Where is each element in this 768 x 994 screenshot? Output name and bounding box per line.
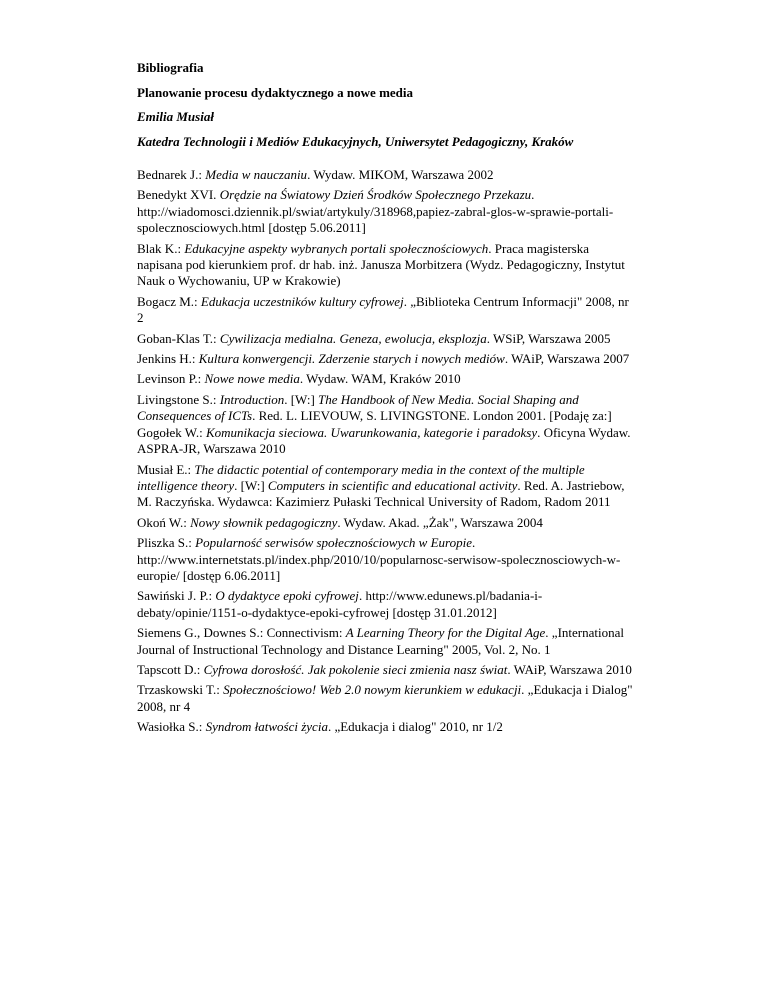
reference-item: Tapscott D.: Cyfrowa dorosłość. Jak pokolenie sieci zmienia nasz świat. WAiP, Warszawa 2010 [137,661,632,677]
reference-item: Benedykt XVI. Orędzie na Światowy Dzień Środków Społecznego Przekazu. http://wiadomosci.dziennik.pl/swiat/artykuly/318968,papiez-zabral-glos-w-sprawie-portali-spolecznosciowych.html [dostęp 5.06.2011] [137,187,614,236]
reference-list [137,167,637,740]
reference-item: Wasiołka S.: Syndrom łatwości życia. „Edukacja i dialog" 2010, nr 1/2 [137,719,503,735]
reference-item: Blak K.: Edukacyjne aspekty wybranych portali społecznościowych. Praca magisterska napisana pod kierunkiem prof. dr hab. inż. Janusza Morbitzera (Wydz. Pedagogiczny, Instytut Nauk o Wychowaniu, UP w Krakowie) [137,240,625,289]
document-header [137,60,657,158]
reference-item: Jenkins H.: Kultura konwergencji. Zderzenie starych i nowych mediów. WAiP, Warszawa 2007 [137,351,630,367]
reference-item: Sawiński J. P.: O dydaktyce epoki cyfrowej. http://www.edunews.pl/badania-i-debaty/opinie/1151-o-dydaktyce-epoki-cyfrowej [dostęp 31.01.2012] [137,588,543,620]
author-affiliation: Katedra Technologii i Mediów Edukacyjnych, Uniwersytet Pedagogiczny, Kraków [137,133,574,149]
reference-item: Levinson P.: Nowe nowe media. Wydaw. WAM, Kraków 2010 [137,371,461,387]
reference-item: Pliszka S.: Popularność serwisów społecznościowych w Europie. http://www.internetstats.pl/index.php/2010/10/popularnosc-serwisow-spolecznosciowych-w-europie/ [dostęp 6.06.2011] [137,535,621,583]
reference-item: Goban-Klas T.: Cywilizacja medialna. Geneza, ewolucja, eksplozja. WSiP, Warszawa 2005 [137,330,611,346]
reference-item: Musiał E.: The didactic potential of contemporary media in the context of the multiple intelligence theory. [W:] Computers in scientific and educational activity. Red. A. Jastriebow, M. Raczyńska. Wydawca: Kazimierz Pułaski Technical University of Radom, Radom 2011 [137,461,625,510]
section-heading: Bibliografia [137,60,204,75]
reference-item: Bednarek J.: Media w nauczaniu. Wydaw. MIKOM, Warszawa 2002 [137,167,494,182]
reference-item: Livingstone S.: Introduction. [W:] The Handbook of New Media. Social Shaping and Consequences of ICTs. Red. L. LIEVOUW, S. LIVINGSTONE. London 2001. [Podaję za:] Gogołek W.: Komunikacja sieciowa. Uwarunkowania, kategorie i paradoksy. Oficyna Wydaw. ASPRA-JR, Warszawa 2010 [137,391,631,457]
reference-item: Siemens G., Downes S.: Connectivism: A Learning Theory for the Digital Age. „International Journal of Instructional Technology and Distance Learning" 2005, Vol. 2, No. 1 [137,625,624,657]
paper-title: Planowanie procesu dydaktycznego a nowe media [137,84,414,100]
author-name: Emilia Musiał [137,109,214,124]
reference-item: Trzaskowski T.: Społecznościowo! Web 2.0 nowym kierunkiem w edukacji. „Edukacja i Dialog" 2008, nr 4 [137,682,633,714]
reference-item: Okoń W.: Nowy słownik pedagogiczny. Wydaw. Akad. „Żak", Warszawa 2004 [137,514,543,530]
reference-item: Bogacz M.: Edukacja uczestników kultury cyfrowej. „Biblioteka Centrum Informacji" 2008, nr 2 [137,293,629,326]
